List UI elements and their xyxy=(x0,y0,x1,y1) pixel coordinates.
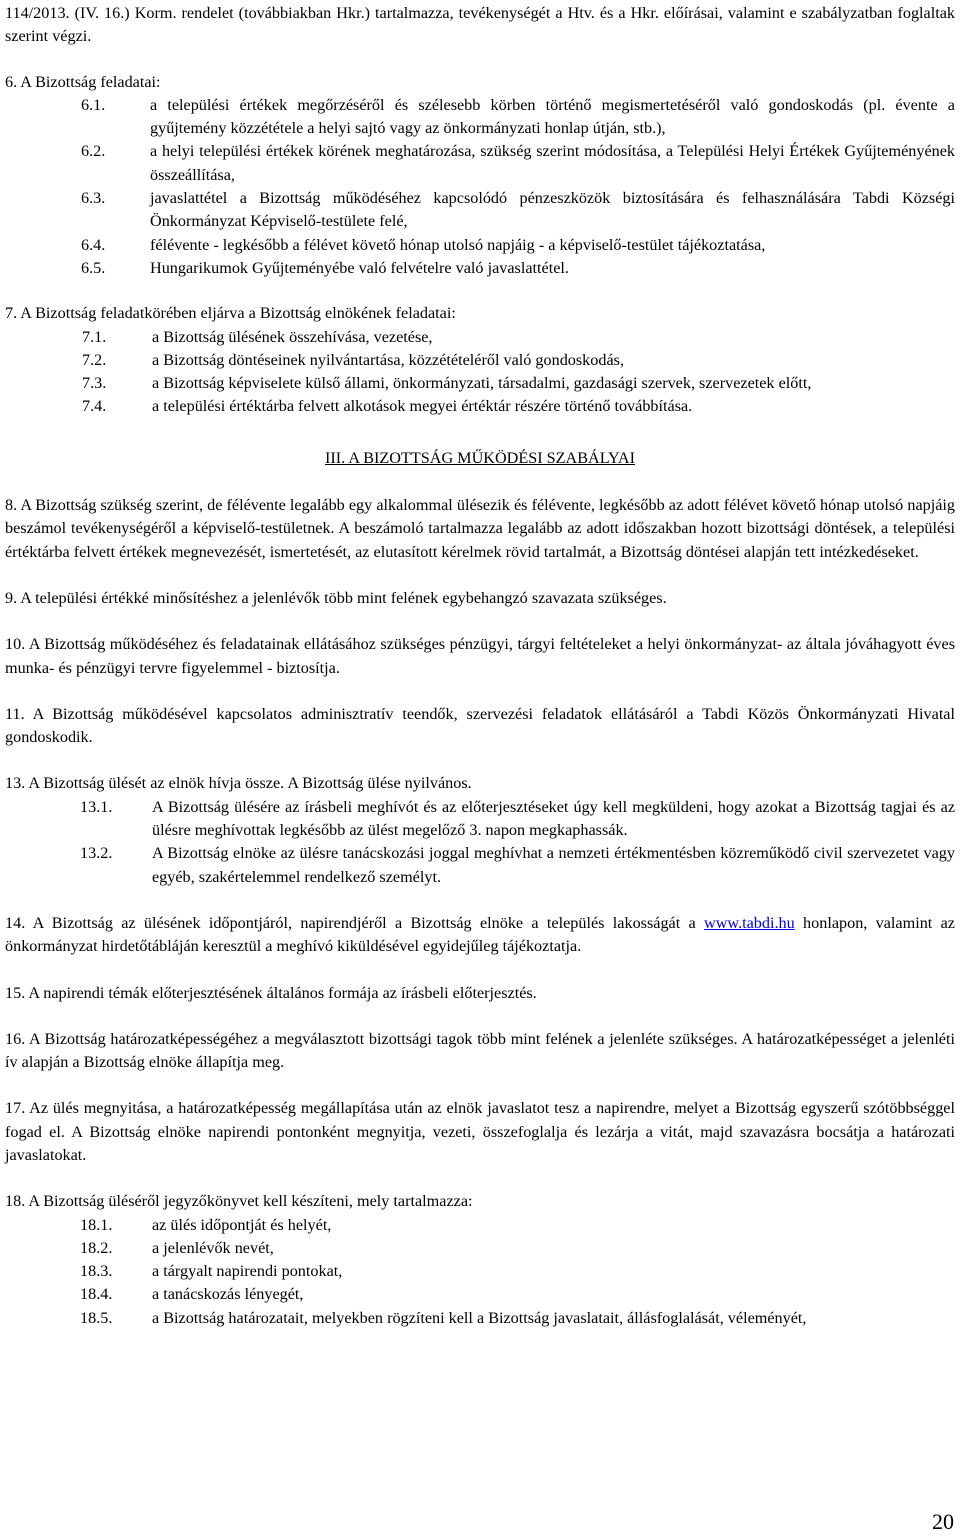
item-number: 13.2. xyxy=(80,844,113,863)
item-number: 6.5. xyxy=(81,258,106,277)
item-text: a Bizottság határozatait, melyekben rögzíteni kell a Bizottság javaslatait, állásfoglalását, véleményét, xyxy=(152,1308,807,1327)
list-item xyxy=(5,395,955,418)
item-number: 7.3. xyxy=(82,374,107,393)
item-text: a helyi települési értékek körének meghatározása, szükség szerint módosítása, a Települési Helyi Értékek Gyűjteményének összeállítása, xyxy=(150,142,955,184)
paragraph-10: 10. A Bizottság működéséhez és feladatainak ellátásához szükséges pénzügyi, tárgyi feltételeket a helyi önkormányzat- az általa jóváhagyott éves munka- és pénzügyi tervre figyelemmel - biztosítja. xyxy=(5,635,955,677)
paragraph-15: 15. A napirendi témák előterjesztésének általános formája az írásbeli előterjesztés. xyxy=(5,983,537,1002)
section-7-title: 7. A Bizottság feladatkörében eljárva a Bizottság elnökének feladatai: xyxy=(5,304,456,323)
item-number: 13.1. xyxy=(80,797,113,816)
item-text: az ülés időpontját és helyét, xyxy=(152,1215,332,1234)
paragraph-14-text: 14. A Bizottság az ülésének időpontjáról, napirendjéről a Bizottság elnöke a település lakosságát a xyxy=(5,913,705,932)
list-item xyxy=(5,796,955,843)
item-text: Hungarikumok Gyűjteményébe való felvételre való javaslattétel. xyxy=(150,258,569,277)
paragraph-14 xyxy=(5,912,955,959)
list-item xyxy=(5,1214,955,1237)
list-item xyxy=(5,372,955,395)
list-item xyxy=(5,842,955,889)
page-number: 20 xyxy=(932,1509,954,1534)
section-6-title: 6. A Bizottság feladatai: xyxy=(5,72,161,91)
item-number: 18.4. xyxy=(80,1285,113,1304)
item-number: 6.2. xyxy=(81,142,106,161)
item-text: a települési értékek megőrzéséről és szélesebb körben történő megismertetéséről való gondoskodás (pl. évente a gyűjtemény közzététele a helyi sajtó vagy az önkormányzati honlap útján, stb.), xyxy=(150,95,955,138)
section-13-title: 13. A Bizottság ülését az elnök hívja össze. A Bizottság ülése nyilvános. xyxy=(5,774,472,793)
item-text: A Bizottság elnöke az ülésre tanácskozási joggal meghívhat a nemzeti értékmentésben közreműködő civil szervezetet vagy egyéb, szakértelemmel rendelkező személyt. xyxy=(152,844,955,886)
list-item xyxy=(5,1283,955,1306)
item-number: 6.3. xyxy=(81,189,106,208)
item-number: 18.3. xyxy=(80,1262,113,1281)
paragraph-16: 16. A Bizottság határozatképességéhez a megválasztott bizottsági tagok több mint felének a jelenléte szükséges. A határozatképességet a jelenléti ív alapján a Bizottság elnöke állapítja meg. xyxy=(5,1029,955,1072)
list-item xyxy=(5,326,955,349)
paragraph-14-text-end: honlapon, valamint az önkormányzat hirdetőtábláján keresztül a meghívó kiküldésével egyidejűleg tájékoztatja. xyxy=(5,913,955,956)
paragraph-8: 8. A Bizottság szükség szerint, de félévente legalább egy alkalommal ülésezik és félévente, legkésőbb az adott félévet követő hónap utolsó napjáig beszámol tevékenységéről a képviselő-testületnek. A beszámoló tartalmazza legalább az adott időszakban hozott bizottsági döntések, a települési értéktárba felvett értékek megnevezését, ismertetését, az elutasított kérelmek rövid tartalmát, a Bizottság döntései alapján tett intézkedéseket. xyxy=(5,496,955,561)
list-item xyxy=(5,1307,955,1330)
item-text: A Bizottság ülésére az írásbeli meghívót és az előterjesztéseket úgy kell megküldeni, hogy azokat a Bizottság tagjai és az ülésre meghívottak legkésőbb az ülést megelőző 3. napon megkaphassák. xyxy=(152,797,955,840)
item-number: 7.1. xyxy=(82,327,107,346)
intro-paragraph: 114/2013. (IV. 16.) Korm. rendelet (továbbiakban Hkr.) tartalmazza, tevékenységét a Htv. és a Hkr. előírásai, valamint e szabályzatban foglaltak szerint végzi. xyxy=(5,4,955,46)
item-number: 6.1. xyxy=(81,95,106,114)
list-item xyxy=(5,257,955,280)
section-heading: III. A BIZOTTSÁG MŰKÖDÉSI SZABÁLYAI xyxy=(325,448,635,467)
paragraph-9: 9. A települési értékké minősítéshez a jelenlévők több mint felének egybehangzó szavazata szükséges. xyxy=(5,588,667,607)
list-item xyxy=(5,1237,955,1260)
item-text: a tárgyalt napirendi pontokat, xyxy=(152,1262,343,1281)
paragraph-11: 11. A Bizottság működésével kapcsolatos adminisztratív teendők, szervezési feladatok ellátásáról a Tabdi Közös Önkormányzati Hivatal gondoskodik. xyxy=(5,704,955,747)
item-text: félévente - legkésőbb a félévet követő hónap utolsó napjáig - a képviselő-testület tájékoztatása, xyxy=(150,235,766,254)
item-text: a jelenlévők nevét, xyxy=(152,1238,274,1257)
item-text: a települési értéktárba felvett alkotások megyei értéktár részére történő továbbítása. xyxy=(152,397,693,416)
item-number: 7.2. xyxy=(82,350,107,369)
website-link[interactable]: www.tabdi.hu xyxy=(704,913,795,932)
list-item xyxy=(5,187,955,234)
list-item xyxy=(5,94,955,141)
item-text: a tanácskozás lényegét, xyxy=(152,1285,304,1304)
item-text: a Bizottság döntéseinek nyilvántartása, közzétételéről való gondoskodás, xyxy=(152,350,624,369)
paragraph-17: 17. Az ülés megnyitása, a határozatképesség megállapítása után az elnök javaslatot tesz a napirendre, melyet a Bizottság egyszerű szótöbbséggel fogad el. A Bizottság elnöke napirendi pontonként megnyitja, vezeti, összefoglalja és lezárja a vitát, majd szavazásra bocsátja a határozati javaslatokat. xyxy=(5,1099,955,1164)
list-item xyxy=(5,1260,955,1283)
item-text: javaslattétel a Bizottság működéséhez kapcsolódó pénzeszközök biztosítására és felhasználására Tabdi Községi Önkormányzat Képviselő-testülete felé, xyxy=(150,189,955,231)
item-text: a Bizottság ülésének összehívása, vezetése, xyxy=(152,327,433,346)
item-text: a Bizottság képviselete külső állami, önkormányzati, társadalmi, gazdasági szervek, szervezetek előtt, xyxy=(152,374,812,393)
item-number: 18.5. xyxy=(80,1308,113,1327)
list-item xyxy=(5,234,955,257)
list-item xyxy=(5,140,955,187)
item-number: 18.1. xyxy=(80,1215,113,1234)
item-number: 6.4. xyxy=(81,235,106,254)
item-number: 18.2. xyxy=(80,1238,113,1257)
list-item xyxy=(5,349,955,372)
document-page xyxy=(5,2,955,1330)
section-18-title: 18. A Bizottság üléséről jegyzőkönyvet kell készíteni, mely tartalmazza: xyxy=(5,1192,473,1211)
item-number: 7.4. xyxy=(82,397,107,416)
